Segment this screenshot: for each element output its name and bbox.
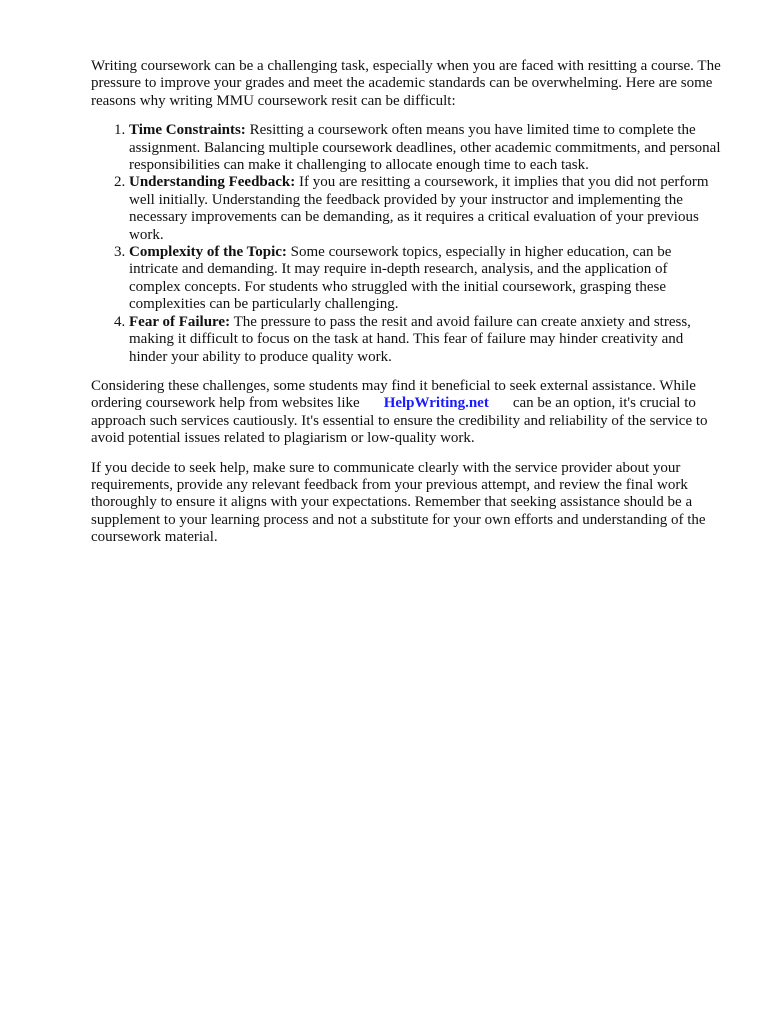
list-item (129, 174, 721, 244)
reason-text: Some coursework topics, especially in higher education, can be intricate and demanding. It may require in-depth research, analysis, and the application of complex concepts. For students who struggled with the initial coursework, grasping these complexities can be particularly challenging. (129, 244, 672, 313)
reason-term: Fear of Failure: (129, 313, 231, 330)
document-body (91, 58, 721, 559)
list-item (129, 314, 721, 366)
list-item (129, 122, 721, 174)
considering-paragraph (91, 378, 721, 448)
reason-text: If you are resitting a coursework, it implies that you did not perform well initially. Understanding the feedback provided by your instructor and implementing the necessary improvements can be demanding, as it requires a critical evaluation of your previous work. (129, 174, 709, 243)
intro-paragraph: Writing coursework can be a challenging task, especially when you are faced with resitting a course. The pressure to improve your grades and meet the academic standards can be overwhelming. Here are some reasons why writing MMU coursework resit can be difficult: (91, 58, 721, 109)
reason-term: Complexity of the Topic: (129, 244, 287, 261)
reason-text: The pressure to pass the resit and avoid failure can create anxiety and stress, making it difficult to focus on the task at hand. This fear of failure may hinder creativity and hinder your ability to produce quality work. (129, 313, 691, 365)
considering-text-before: Considering these challenges, some students may find it beneficial to seek external assistance. While ordering coursework help from websites like (91, 377, 696, 412)
closing-paragraph: If you decide to seek help, make sure to communicate clearly with the service provider about your requirements, provide any relevant feedback from your previous attempt, and review the final work thoroughly to ensure it aligns with your expectations. Remember that seeking assistance should be a supplement to your learning process and not a substitute for your own efforts and understanding of the coursework material. (91, 459, 706, 546)
helpwriting-link[interactable]: HelpWriting.net (383, 395, 489, 412)
reasons-list (91, 122, 721, 366)
list-item (129, 244, 721, 314)
reason-term: Understanding Feedback: (129, 174, 296, 191)
reason-text: Resitting a coursework often means you have limited time to complete the assignment. Balancing multiple coursework deadlines, other academic commitments, and personal responsibilities can make it challenging to allocate enough time to each task. (129, 122, 721, 174)
considering-text-after: can be an option, it's crucial to approach such services cautiously. It's essential to ensure the credibility and reliability of the service to avoid potential issues related to plagiarism or low-quality work. (91, 395, 708, 447)
reason-term: Time Constraints: (129, 122, 246, 139)
